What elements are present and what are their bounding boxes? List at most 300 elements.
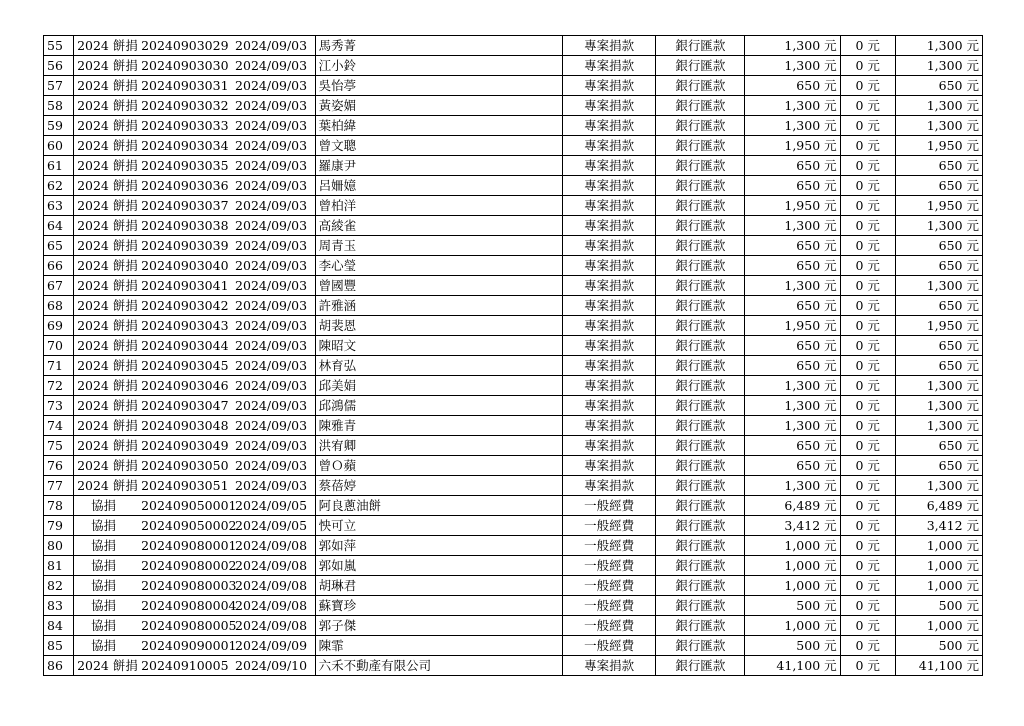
donation-type: 一般經費: [563, 496, 656, 516]
net-amount: 1,300 元: [895, 96, 982, 116]
donation-type: 專案捐款: [563, 216, 656, 236]
donation-category: 協捐: [91, 578, 117, 593]
net-amount: 6,489 元: [895, 496, 982, 516]
table-row: [44, 136, 983, 156]
donation-category: 2024 餅捐: [77, 398, 138, 413]
donor-name: 曾文聰: [315, 136, 563, 156]
donation-type: 專案捐款: [563, 256, 656, 276]
row-number: 72: [44, 376, 74, 396]
row-number: 86: [44, 656, 74, 676]
donor-name: 六禾不動產有限公司: [315, 656, 563, 676]
handling-fee: 0 元: [840, 576, 895, 596]
handling-fee: 0 元: [840, 56, 895, 76]
donor-name: 江小鈴: [315, 56, 563, 76]
receipt-number: 202409080002: [141, 558, 237, 573]
receipt-cell: [74, 116, 316, 136]
donor-name: 馬秀菁: [315, 36, 563, 56]
donation-category: 2024 餅捐: [77, 138, 138, 153]
net-amount: 1,000 元: [895, 556, 982, 576]
donation-category: 2024 餅捐: [77, 378, 138, 393]
donation-type: 專案捐款: [563, 356, 656, 376]
receipt-number: 20240903041: [141, 278, 229, 293]
donation-amount: 1,300 元: [745, 96, 840, 116]
payment-method: 銀行匯款: [656, 136, 745, 156]
table-row: [44, 236, 983, 256]
table-row: [44, 36, 983, 56]
payment-method: 銀行匯款: [656, 276, 745, 296]
payment-method: 銀行匯款: [656, 116, 745, 136]
donation-amount: 1,000 元: [745, 536, 840, 556]
donor-name: 羅康尹: [315, 156, 563, 176]
row-number: 75: [44, 436, 74, 456]
donation-type: 專案捐款: [563, 416, 656, 436]
receipt-number: 20240903037: [141, 198, 229, 213]
donation-table: [43, 35, 983, 676]
receipt-number: 20240903044: [141, 338, 229, 353]
donation-amount: 650 元: [745, 336, 840, 356]
donation-category: 2024 餅捐: [77, 358, 138, 373]
donation-category: 2024 餅捐: [77, 438, 138, 453]
receipt-cell: [74, 336, 316, 356]
row-number: 67: [44, 276, 74, 296]
receipt-cell: [74, 276, 316, 296]
row-number: 57: [44, 76, 74, 96]
donation-amount: 1,000 元: [745, 556, 840, 576]
receipt-number: 20240903033: [141, 118, 229, 133]
net-amount: 650 元: [895, 356, 982, 376]
receipt-cell: [74, 76, 316, 96]
row-number: 85: [44, 636, 74, 656]
table-row: [44, 316, 983, 336]
table-row: [44, 176, 983, 196]
net-amount: 500 元: [895, 636, 982, 656]
receipt-number: 20240903032: [141, 98, 229, 113]
table-row: [44, 656, 983, 676]
donation-date: 2024/09/03: [235, 58, 308, 73]
payment-method: 銀行匯款: [656, 336, 745, 356]
row-number: 63: [44, 196, 74, 216]
donation-category: 2024 餅捐: [77, 338, 138, 353]
donation-type: 專案捐款: [563, 156, 656, 176]
donation-table-body: [44, 36, 983, 676]
receipt-number: 20240903039: [141, 238, 229, 253]
donor-name: 林育弘: [315, 356, 563, 376]
donation-date: 2024/09/03: [235, 238, 308, 253]
donation-amount: 3,412 元: [745, 516, 840, 536]
receipt-number: 20240903034: [141, 138, 229, 153]
row-number: 61: [44, 156, 74, 176]
receipt-cell: [74, 596, 316, 616]
donation-amount: 650 元: [745, 256, 840, 276]
donor-name: 呂姍嬑: [315, 176, 563, 196]
donation-category: 2024 餅捐: [77, 318, 138, 333]
donation-type: 一般經費: [563, 556, 656, 576]
donor-name: 蔡蓓婷: [315, 476, 563, 496]
handling-fee: 0 元: [840, 396, 895, 416]
net-amount: 650 元: [895, 456, 982, 476]
receipt-cell: [74, 436, 316, 456]
donation-category: 2024 餅捐: [77, 258, 138, 273]
donation-amount: 1,950 元: [745, 316, 840, 336]
receipt-number: 20240903048: [141, 418, 229, 433]
donation-amount: 1,300 元: [745, 416, 840, 436]
net-amount: 650 元: [895, 176, 982, 196]
receipt-number: 20240903038: [141, 218, 229, 233]
donor-name: 曾國豐: [315, 276, 563, 296]
net-amount: 1,950 元: [895, 136, 982, 156]
receipt-number: 202409080003: [141, 578, 237, 593]
donation-date: 2024/09/03: [235, 198, 308, 213]
donation-type: 專案捐款: [563, 436, 656, 456]
donation-amount: 1,300 元: [745, 36, 840, 56]
donation-amount: 650 元: [745, 356, 840, 376]
donation-amount: 1,300 元: [745, 476, 840, 496]
donation-date: 2024/09/08: [235, 598, 308, 613]
donation-amount: 650 元: [745, 436, 840, 456]
donation-date: 2024/09/08: [235, 538, 308, 553]
donation-type: 一般經費: [563, 596, 656, 616]
handling-fee: 0 元: [840, 316, 895, 336]
donation-date: 2024/09/03: [235, 418, 308, 433]
row-number: 82: [44, 576, 74, 596]
payment-method: 銀行匯款: [656, 56, 745, 76]
donor-name: 郭子傑: [315, 616, 563, 636]
donation-date: 2024/09/09: [235, 638, 308, 653]
donation-category: 協捐: [91, 498, 117, 513]
donation-category: 2024 餅捐: [77, 458, 138, 473]
handling-fee: 0 元: [840, 636, 895, 656]
donor-name: 曾柏洋: [315, 196, 563, 216]
receipt-cell: [74, 136, 316, 156]
donation-date: 2024/09/08: [235, 618, 308, 633]
donation-type: 專案捐款: [563, 196, 656, 216]
handling-fee: 0 元: [840, 616, 895, 636]
donation-type: 專案捐款: [563, 116, 656, 136]
row-number: 66: [44, 256, 74, 276]
donor-name: 葉柏緯: [315, 116, 563, 136]
receipt-number: 202409080005: [141, 618, 237, 633]
receipt-cell: [74, 96, 316, 116]
donation-type: 專案捐款: [563, 396, 656, 416]
handling-fee: 0 元: [840, 136, 895, 156]
receipt-number: 20240910005: [141, 658, 229, 673]
row-number: 71: [44, 356, 74, 376]
donation-amount: 1,300 元: [745, 216, 840, 236]
donation-type: 專案捐款: [563, 56, 656, 76]
row-number: 70: [44, 336, 74, 356]
row-number: 76: [44, 456, 74, 476]
row-number: 55: [44, 36, 74, 56]
receipt-number: 20240903042: [141, 298, 229, 313]
handling-fee: 0 元: [840, 276, 895, 296]
donation-amount: 650 元: [745, 236, 840, 256]
donation-category: 2024 餅捐: [77, 178, 138, 193]
donation-category: 2024 餅捐: [77, 218, 138, 233]
table-row: [44, 436, 983, 456]
donor-name: 胡裴恩: [315, 316, 563, 336]
handling-fee: 0 元: [840, 476, 895, 496]
donation-date: 2024/09/03: [235, 258, 308, 273]
donation-category: 2024 餅捐: [77, 278, 138, 293]
table-row: [44, 516, 983, 536]
table-row: [44, 416, 983, 436]
donation-category: 2024 餅捐: [77, 238, 138, 253]
donation-date: 2024/09/03: [235, 398, 308, 413]
donation-amount: 500 元: [745, 596, 840, 616]
row-number: 84: [44, 616, 74, 636]
donation-amount: 650 元: [745, 296, 840, 316]
net-amount: 650 元: [895, 296, 982, 316]
payment-method: 銀行匯款: [656, 256, 745, 276]
handling-fee: 0 元: [840, 536, 895, 556]
table-row: [44, 196, 983, 216]
row-number: 79: [44, 516, 74, 536]
handling-fee: 0 元: [840, 36, 895, 56]
receipt-number: 202409050001: [141, 498, 237, 513]
row-number: 83: [44, 596, 74, 616]
donation-date: 2024/09/08: [235, 558, 308, 573]
payment-method: 銀行匯款: [656, 416, 745, 436]
donation-category: 協捐: [91, 638, 117, 653]
donation-type: 一般經費: [563, 536, 656, 556]
row-number: 60: [44, 136, 74, 156]
donation-type: 一般經費: [563, 636, 656, 656]
net-amount: 1,300 元: [895, 276, 982, 296]
donation-amount: 1,950 元: [745, 136, 840, 156]
donation-category: 2024 餅捐: [77, 418, 138, 433]
table-row: [44, 576, 983, 596]
net-amount: 500 元: [895, 596, 982, 616]
table-row: [44, 256, 983, 276]
net-amount: 1,300 元: [895, 36, 982, 56]
receipt-cell: [74, 456, 316, 476]
net-amount: 650 元: [895, 156, 982, 176]
table-row: [44, 536, 983, 556]
receipt-number: 20240903029: [141, 38, 229, 53]
donation-amount: 650 元: [745, 76, 840, 96]
table-row: [44, 556, 983, 576]
payment-method: 銀行匯款: [656, 496, 745, 516]
receipt-number: 20240903030: [141, 58, 229, 73]
handling-fee: 0 元: [840, 516, 895, 536]
handling-fee: 0 元: [840, 296, 895, 316]
donation-date: 2024/09/03: [235, 178, 308, 193]
receipt-cell: [74, 216, 316, 236]
donation-date: 2024/09/03: [235, 298, 308, 313]
payment-method: 銀行匯款: [656, 576, 745, 596]
donation-amount: 1,000 元: [745, 576, 840, 596]
table-row: [44, 116, 983, 136]
receipt-cell: [74, 636, 316, 656]
table-row: [44, 476, 983, 496]
table-row: [44, 456, 983, 476]
row-number: 69: [44, 316, 74, 336]
donation-date: 2024/09/03: [235, 218, 308, 233]
donation-type: 專案捐款: [563, 176, 656, 196]
net-amount: 650 元: [895, 256, 982, 276]
receipt-number: 202409050002: [141, 518, 237, 533]
donation-date: 2024/09/03: [235, 78, 308, 93]
handling-fee: 0 元: [840, 376, 895, 396]
receipt-cell: [74, 396, 316, 416]
donor-name: 蘇寶珍: [315, 596, 563, 616]
handling-fee: 0 元: [840, 496, 895, 516]
receipt-cell: [74, 236, 316, 256]
net-amount: 1,000 元: [895, 616, 982, 636]
net-amount: 650 元: [895, 76, 982, 96]
handling-fee: 0 元: [840, 116, 895, 136]
receipt-number: 202409080004: [141, 598, 237, 613]
net-amount: 650 元: [895, 236, 982, 256]
donation-date: 2024/09/03: [235, 98, 308, 113]
table-row: [44, 276, 983, 296]
donation-type: 專案捐款: [563, 236, 656, 256]
donation-category: 2024 餅捐: [77, 78, 138, 93]
donor-name: 黃姿媚: [315, 96, 563, 116]
receipt-number: 202409090001: [141, 638, 237, 653]
net-amount: 1,300 元: [895, 476, 982, 496]
donation-amount: 1,300 元: [745, 116, 840, 136]
donation-date: 2024/09/03: [235, 338, 308, 353]
payment-method: 銀行匯款: [656, 76, 745, 96]
row-number: 68: [44, 296, 74, 316]
table-row: [44, 96, 983, 116]
row-number: 74: [44, 416, 74, 436]
donation-amount: 650 元: [745, 176, 840, 196]
row-number: 58: [44, 96, 74, 116]
donation-type: 專案捐款: [563, 76, 656, 96]
row-number: 62: [44, 176, 74, 196]
net-amount: 1,950 元: [895, 316, 982, 336]
row-number: 56: [44, 56, 74, 76]
payment-method: 銀行匯款: [656, 236, 745, 256]
donation-category: 2024 餅捐: [77, 298, 138, 313]
donation-amount: 1,300 元: [745, 276, 840, 296]
donation-amount: 650 元: [745, 156, 840, 176]
handling-fee: 0 元: [840, 456, 895, 476]
handling-fee: 0 元: [840, 256, 895, 276]
net-amount: 650 元: [895, 436, 982, 456]
table-row: [44, 336, 983, 356]
donation-type: 專案捐款: [563, 96, 656, 116]
donation-amount: 1,000 元: [745, 616, 840, 636]
receipt-number: 20240903043: [141, 318, 229, 333]
handling-fee: 0 元: [840, 416, 895, 436]
donation-category: 2024 餅捐: [77, 158, 138, 173]
handling-fee: 0 元: [840, 436, 895, 456]
donor-name: 邱鴻儒: [315, 396, 563, 416]
donation-ledger: [43, 35, 983, 676]
net-amount: 1,300 元: [895, 376, 982, 396]
receipt-cell: [74, 356, 316, 376]
donor-name: 曾Ｏ蘋: [315, 456, 563, 476]
table-row: [44, 396, 983, 416]
receipt-cell: [74, 656, 316, 676]
donation-type: 專案捐款: [563, 276, 656, 296]
donation-category: 協捐: [91, 558, 117, 573]
payment-method: 銀行匯款: [656, 296, 745, 316]
donation-amount: 6,489 元: [745, 496, 840, 516]
payment-method: 銀行匯款: [656, 536, 745, 556]
donation-type: 專案捐款: [563, 296, 656, 316]
receipt-cell: [74, 416, 316, 436]
donation-amount: 1,950 元: [745, 196, 840, 216]
donor-name: 陳昭文: [315, 336, 563, 356]
donation-type: 專案捐款: [563, 376, 656, 396]
net-amount: 1,300 元: [895, 216, 982, 236]
table-row: [44, 636, 983, 656]
receipt-cell: [74, 196, 316, 216]
net-amount: 1,950 元: [895, 196, 982, 216]
table-row: [44, 356, 983, 376]
receipt-cell: [74, 296, 316, 316]
table-row: [44, 496, 983, 516]
donation-amount: 1,300 元: [745, 376, 840, 396]
donor-name: 李心瑩: [315, 256, 563, 276]
donor-name: 怏可立: [315, 516, 563, 536]
row-number: 80: [44, 536, 74, 556]
donor-name: 高綾雀: [315, 216, 563, 236]
donation-date: 2024/09/05: [235, 518, 308, 533]
donation-amount: 650 元: [745, 456, 840, 476]
payment-method: 銀行匯款: [656, 176, 745, 196]
row-number: 64: [44, 216, 74, 236]
handling-fee: 0 元: [840, 556, 895, 576]
donor-name: 阿良蔥油餅: [315, 496, 563, 516]
donation-amount: 500 元: [745, 636, 840, 656]
donation-type: 專案捐款: [563, 36, 656, 56]
donation-date: 2024/09/03: [235, 378, 308, 393]
donor-name: 陳雅青: [315, 416, 563, 436]
receipt-cell: [74, 476, 316, 496]
receipt-cell: [74, 376, 316, 396]
donation-category: 2024 餅捐: [77, 38, 138, 53]
receipt-number: 20240903035: [141, 158, 229, 173]
donation-category: 2024 餅捐: [77, 658, 138, 673]
donation-type: 專案捐款: [563, 136, 656, 156]
table-row: [44, 156, 983, 176]
payment-method: 銀行匯款: [656, 156, 745, 176]
receipt-number: 20240903046: [141, 378, 229, 393]
payment-method: 銀行匯款: [656, 656, 745, 676]
donation-category: 協捐: [91, 598, 117, 613]
donor-name: 郭如萍: [315, 536, 563, 556]
handling-fee: 0 元: [840, 216, 895, 236]
donation-date: 2024/09/03: [235, 358, 308, 373]
payment-method: 銀行匯款: [656, 316, 745, 336]
receipt-cell: [74, 156, 316, 176]
net-amount: 1,300 元: [895, 116, 982, 136]
donation-type: 專案捐款: [563, 656, 656, 676]
payment-method: 銀行匯款: [656, 36, 745, 56]
payment-method: 銀行匯款: [656, 596, 745, 616]
row-number: 81: [44, 556, 74, 576]
receipt-cell: [74, 256, 316, 276]
donor-name: 胡琳君: [315, 576, 563, 596]
receipt-number: 20240903047: [141, 398, 229, 413]
donation-date: 2024/09/03: [235, 38, 308, 53]
net-amount: 1,300 元: [895, 396, 982, 416]
net-amount: 1,000 元: [895, 576, 982, 596]
donation-type: 專案捐款: [563, 316, 656, 336]
donor-name: 郭如嵐: [315, 556, 563, 576]
table-row: [44, 376, 983, 396]
payment-method: 銀行匯款: [656, 396, 745, 416]
payment-method: 銀行匯款: [656, 356, 745, 376]
payment-method: 銀行匯款: [656, 516, 745, 536]
donation-type: 專案捐款: [563, 476, 656, 496]
receipt-cell: [74, 496, 316, 516]
